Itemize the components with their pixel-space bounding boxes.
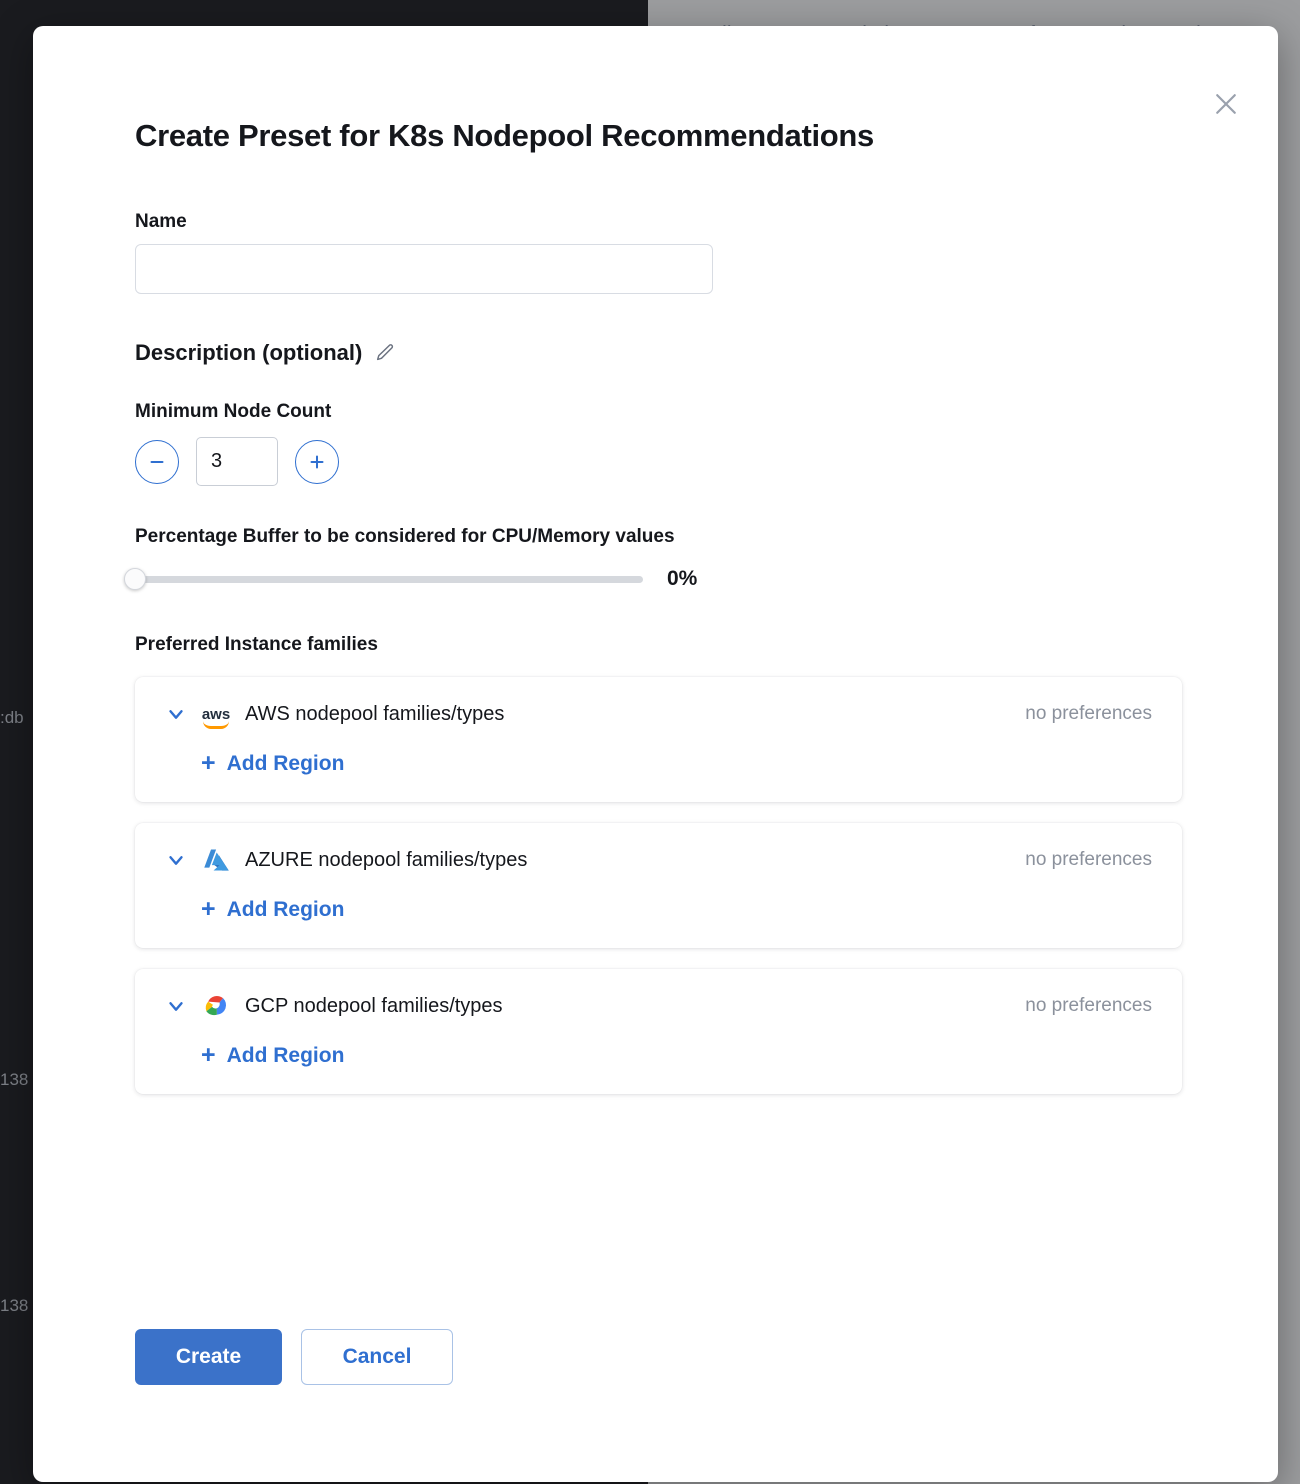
dialog-body <box>135 211 1195 1094</box>
name-label: Name <box>135 211 187 232</box>
gcp-logo-icon <box>201 991 231 1021</box>
pencil-icon[interactable] <box>374 342 396 364</box>
description-row <box>135 340 1195 366</box>
background-left-text-2: 138 <box>0 1070 29 1089</box>
minus-icon[interactable] <box>135 440 179 484</box>
plus-icon: + <box>201 1041 216 1069</box>
provider-card-azure <box>135 823 1182 948</box>
add-region-label-gcp: Add Region <box>226 1043 345 1067</box>
provider-name-azure: AZURE nodepool families/types <box>245 848 528 871</box>
close-icon[interactable] <box>1204 82 1248 126</box>
add-region-label-azure: Add Region <box>226 897 345 921</box>
plus-icon[interactable] <box>295 440 339 484</box>
buffer-value: 0% <box>667 567 698 590</box>
provider-preference-aws: no preferences <box>1025 703 1152 724</box>
add-region-label-aws: Add Region <box>226 751 345 775</box>
buffer-slider-row <box>135 567 1195 591</box>
create-preset-dialog <box>33 26 1278 1482</box>
provider-card-gcp <box>135 969 1182 1094</box>
chevron-down-icon[interactable] <box>165 703 187 725</box>
chevron-down-icon[interactable] <box>165 849 187 871</box>
background-left-text-3: 138 <box>0 1296 29 1315</box>
dialog-footer <box>135 1329 453 1385</box>
dialog-title: Create Preset for K8s Nodepool Recommendations <box>135 118 874 153</box>
chevron-down-icon[interactable] <box>165 995 187 1017</box>
buffer-label: Percentage Buffer to be considered for CPU/Memory values <box>135 526 675 547</box>
add-region-button-aws[interactable] <box>201 751 344 776</box>
buffer-slider-thumb[interactable] <box>124 568 146 590</box>
aws-logo-icon: aws <box>201 699 231 729</box>
min-node-count-value[interactable]: 3 <box>196 437 278 486</box>
provider-header-gcp[interactable] <box>165 991 1152 1021</box>
add-region-button-azure[interactable] <box>201 897 344 922</box>
background-left-text-1: :db <box>0 708 24 727</box>
provider-name-aws: AWS nodepool families/types <box>245 702 505 725</box>
azure-logo-icon <box>201 845 231 875</box>
description-label: Description (optional) <box>135 340 363 365</box>
provider-card-aws <box>135 677 1182 802</box>
provider-preference-azure: no preferences <box>1025 849 1152 870</box>
provider-name-gcp: GCP nodepool families/types <box>245 994 503 1017</box>
provider-header-azure[interactable] <box>165 845 1152 875</box>
plus-icon: + <box>201 895 216 923</box>
cancel-button[interactable]: Cancel <box>301 1329 453 1385</box>
name-input[interactable] <box>135 244 713 294</box>
create-button[interactable]: Create <box>135 1329 282 1385</box>
preferred-instance-families-label: Preferred Instance families <box>135 634 378 655</box>
add-region-button-gcp[interactable] <box>201 1043 344 1068</box>
provider-preference-gcp: no preferences <box>1025 995 1152 1016</box>
plus-icon: + <box>201 749 216 777</box>
min-node-count-label: Minimum Node Count <box>135 401 332 422</box>
min-node-count-stepper <box>135 437 1195 486</box>
buffer-slider[interactable] <box>135 576 643 583</box>
provider-header-aws[interactable] <box>165 699 1152 729</box>
